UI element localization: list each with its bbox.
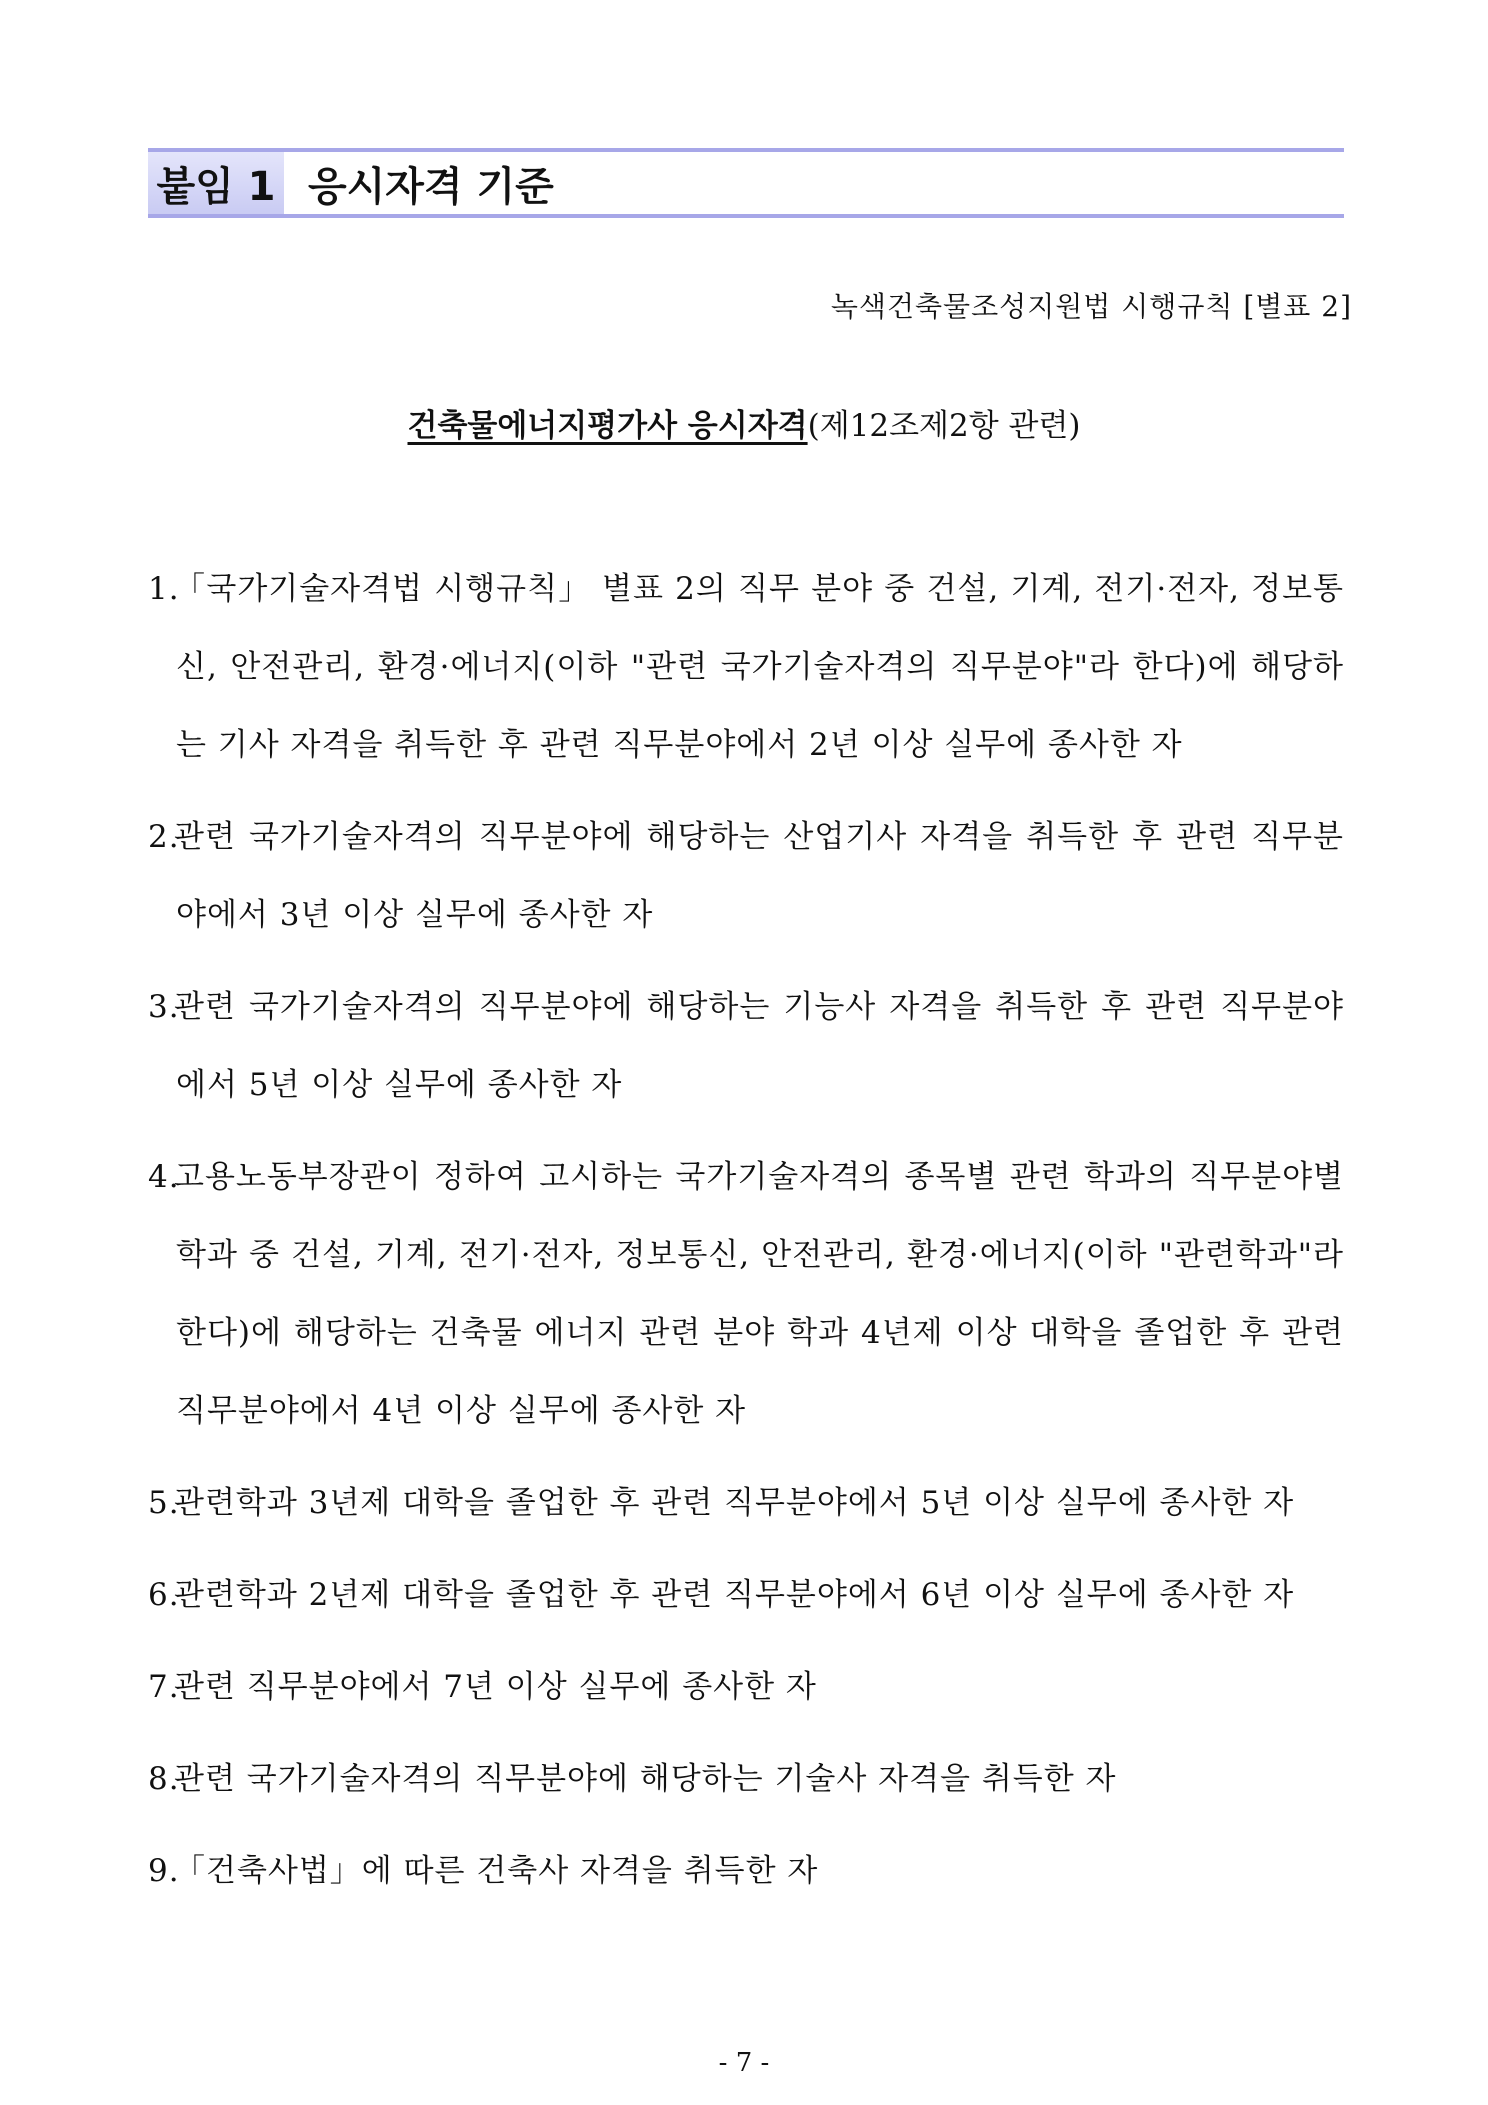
document-title <box>0 400 1488 445</box>
item-text: 「건축사법」에 따른 건축사 자격을 취득한 자 <box>174 1853 819 1889</box>
item-number: 5. <box>148 1485 180 1521</box>
qualification-list <box>148 550 1344 1924</box>
list-item <box>148 1556 1344 1634</box>
item-text: 관련학과 3년제 대학을 졸업한 후 관련 직무분야에서 5년 이상 실무에 종사한 자 <box>174 1485 1295 1521</box>
list-item <box>148 798 1344 954</box>
item-text: 관련 직무분야에서 7년 이상 실무에 종사한 자 <box>174 1669 817 1705</box>
document-title-sub: (제12조제2항 관련) <box>807 408 1081 444</box>
item-number: 9. <box>148 1853 180 1889</box>
item-text: 관련 국가기술자격의 직무분야에 해당하는 기능사 자격을 취득한 후 관련 직무분야 에서 5년 이상 실무에 종사한 자 <box>174 989 1344 1103</box>
item-text: 관련 국가기술자격의 직무분야에 해당하는 산업기사 자격을 취득한 후 관련 직무분야에서 3년 이상 실무에 종사한 자 <box>174 819 1344 933</box>
item-number: 2. <box>148 819 180 855</box>
item-number: 3. <box>148 989 180 1025</box>
item-number: 1. <box>148 571 180 607</box>
list-item <box>148 1138 1344 1450</box>
item-text: 고용노동부장관이 정하여 고시하는 국가기술자격의 종목별 관련 학과의 직무분야별 학과 중 건설, 기계, 전기·전자, 정보통신, 안전관리, 환경·에너지(이하 "관련학과"라 한다)에 해당하는 건축물 에너지 관련 분야 학과 4년제 이상 대학을 졸업한 후 관련 직무분야에서 4년 이상 실무에 종사한 자 <box>174 1159 1344 1429</box>
list-item <box>148 1464 1344 1542</box>
list-item <box>148 1832 1344 1910</box>
item-number: 6. <box>148 1577 180 1613</box>
header-bottom-rule <box>148 214 1344 218</box>
item-text: 관련학과 2년제 대학을 졸업한 후 관련 직무분야에서 6년 이상 실무에 종사한 자 <box>174 1577 1295 1613</box>
attachment-label: 붙임 1 <box>148 152 287 214</box>
item-text: 「국가기술자격법 시행규칙」 별표 2의 직무 분야 중 건설, 기계, 전기·전자, 정보통신, 안전관리, 환경·에너지(이하 "관련 국가기술자격의 직무분야"라 한다)에 해당하는 기사 자격을 취득한 후 관련 직무분야에서 2년 이상 실무에 종사한 자 <box>174 571 1344 763</box>
list-item <box>148 1648 1344 1726</box>
source-reference: 녹색건축물조성지원법 시행규칙 [별표 2] <box>830 290 1352 323</box>
document-title-main: 건축물에너지평가사 응시자격 <box>407 408 808 444</box>
page-number: - 7 - <box>718 2048 770 2078</box>
item-number: 8. <box>148 1761 180 1797</box>
list-item <box>148 550 1344 784</box>
list-item <box>148 1740 1344 1818</box>
item-number: 4. <box>148 1159 180 1195</box>
item-number: 7. <box>148 1669 180 1705</box>
list-item <box>148 968 1344 1124</box>
item-text: 관련 국가기술자격의 직무분야에 해당하는 기술사 자격을 취득한 자 <box>174 1761 1117 1797</box>
section-title: 응시자격 기준 <box>308 163 554 210</box>
section-header <box>148 148 1344 218</box>
